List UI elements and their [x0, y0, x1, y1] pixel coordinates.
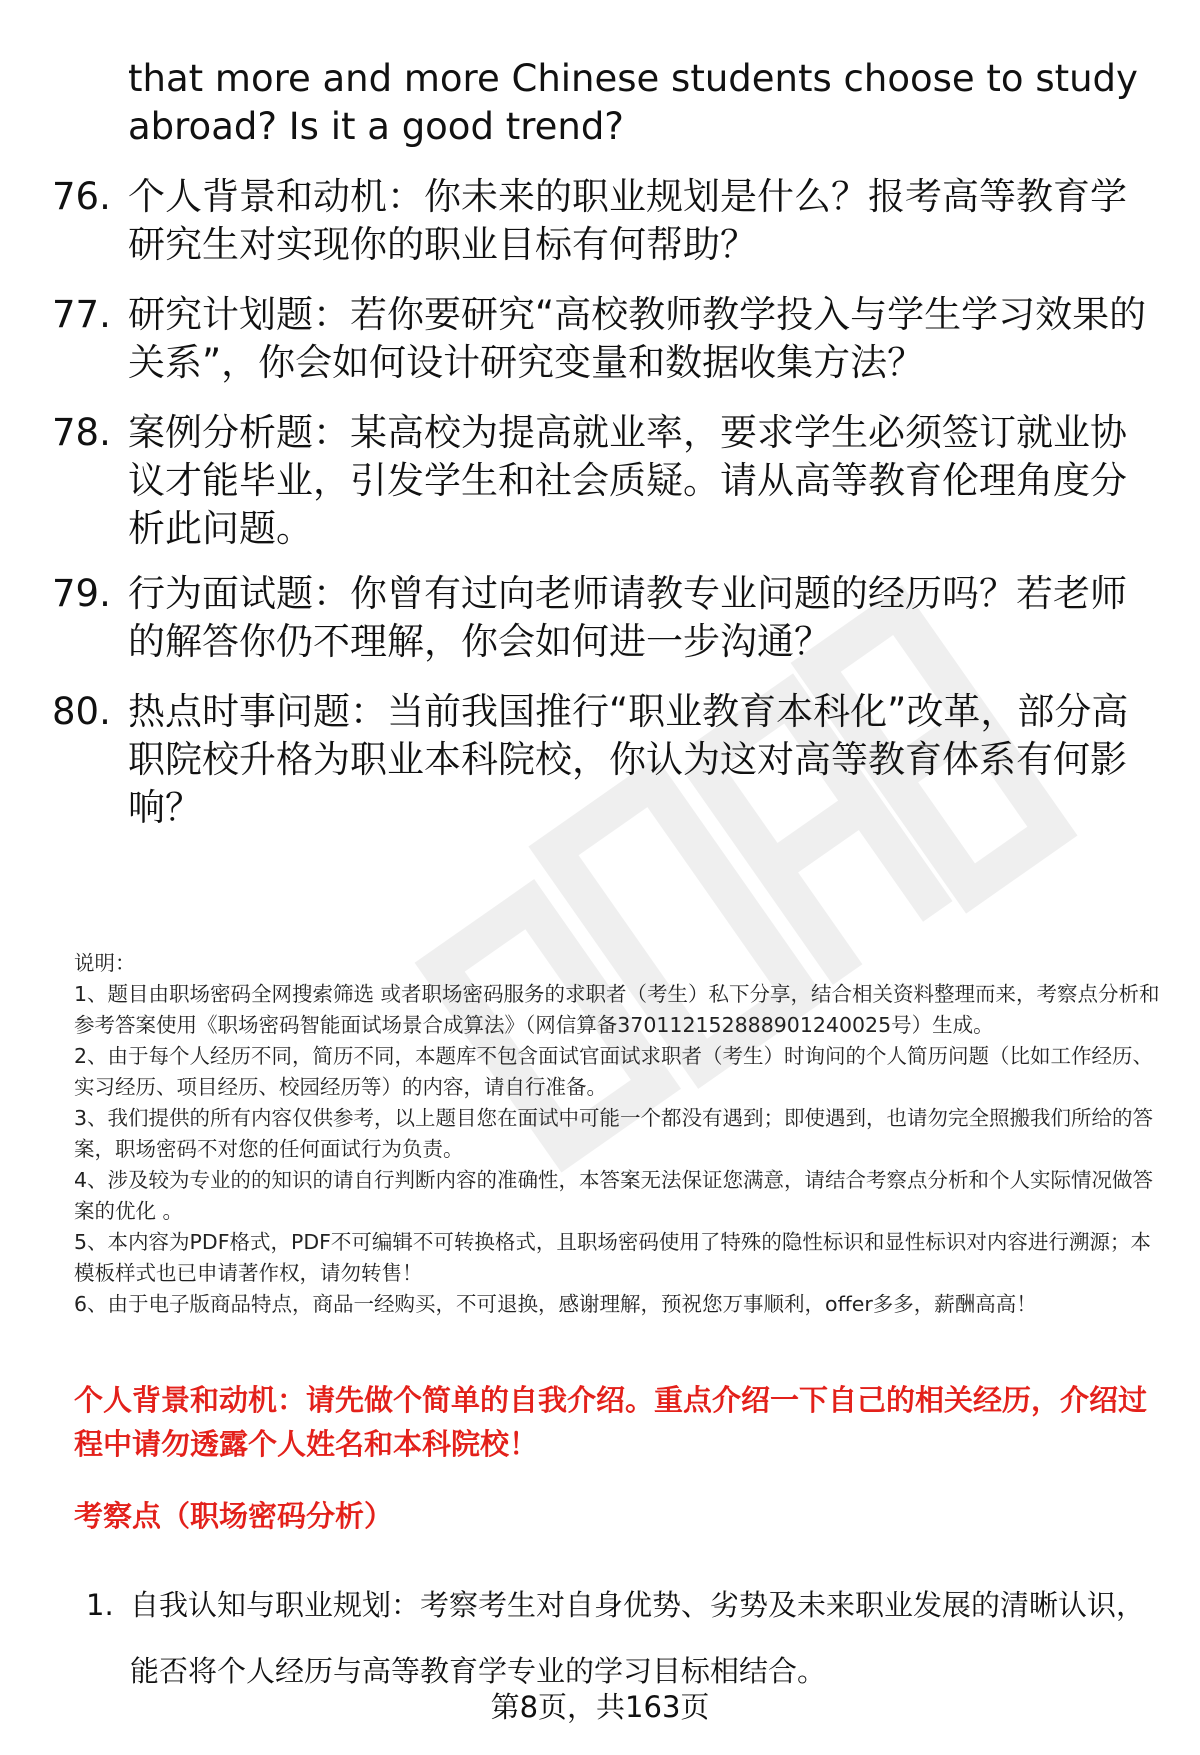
- highlight-question: 个人背景和动机：请先做个简单的自我介绍。重点介绍一下自己的相关经历，介绍过程中请勿透露个人姓名和本科院校！: [74, 1383, 1148, 1461]
- question-text: 行为面试题：你曾有过向老师请教专业问题的经历吗？若老师的解答你仍不理解，你会如何进一步沟通？: [128, 572, 1127, 663]
- notes-title: 说明：: [74, 951, 136, 975]
- question-75-continuation: that more and more Chinese students choose to study abroad? Is it a good trend?: [128, 57, 1138, 148]
- analysis-point: [86, 1572, 1146, 1704]
- note-item: 6、由于电子版商品特点，商品一经购买，不可退换，感谢理解，预祝您万事顺利，offer多多，薪酬高高！: [74, 1292, 1037, 1316]
- note-item: 1、题目由职场密码全网搜索筛选 或者职场密码服务的求职者（考生）私下分享，结合相关资料整理而来，考察点分析和参考答案使用《职场密码智能面试场景合成算法》（网信算备370112152888901240025号）生成。: [74, 982, 1160, 1037]
- question-text: 研究计划题：若你要研究“高校教师教学投入与学生学习效果的关系”，你会如何设计研究变量和数据收集方法？: [128, 293, 1147, 384]
- note-item: 3、我们提供的所有内容仅供参考，以上题目您在面试中可能一个都没有遇到；即使遇到，也请勿完全照搬我们所给的答案，职场密码不对您的任何面试行为负责。: [74, 1106, 1154, 1161]
- analysis-point-number: 1.: [86, 1588, 114, 1622]
- question-80: [52, 688, 1152, 832]
- note-item: 5、本内容为PDF格式，PDF不可编辑不可转换格式，且职场密码使用了特殊的隐性标识和显性标识对内容进行溯源；本模板样式也已申请著作权，请勿转售！: [74, 1230, 1151, 1285]
- note-item: 4、涉及较为专业的的知识的请自行判断内容的准确性，本答案无法保证您满意，请结合考察点分析和个人实际情况做答案的优化 。: [74, 1168, 1154, 1223]
- question-78: [52, 409, 1152, 553]
- question-76: [52, 173, 1152, 269]
- question-number: 77.: [52, 293, 111, 336]
- page-footer: 第8页，共163页: [490, 1690, 710, 1724]
- question-79: [52, 570, 1152, 666]
- notes-section: [74, 948, 1164, 1320]
- question-text: 案例分析题：某高校为提高就业率，要求学生必须签订就业协议才能毕业，引发学生和社会质疑。请从高等教育伦理角度分析此问题。: [128, 411, 1127, 550]
- question-text: 热点时事问题：当前我国推行“职业教育本科化”改革，部分高职院校升格为职业本科院校，你认为这对高等教育体系有何影响？: [128, 690, 1129, 829]
- question-number: 80.: [52, 690, 111, 733]
- question-77: [52, 291, 1152, 387]
- question-number: 78.: [52, 411, 111, 454]
- question-number: 79.: [52, 572, 111, 615]
- question-number: 76.: [52, 175, 111, 218]
- question-text: 个人背景和动机：你未来的职业规划是什么？报考高等教育学研究生对实现你的职业目标有何帮助？: [128, 175, 1127, 266]
- note-item: 2、由于每个人经历不同，简历不同，本题库不包含面试官面试求职者（考生）时询问的个人简历问题（比如工作经历、实习经历、项目经历、校园经历等）的内容，请自行准备。: [74, 1044, 1154, 1099]
- analysis-point-text: 自我认知与职业规划：考察考生对自身优势、劣势及未来职业发展的清晰认识，能否将个人经历与高等教育学专业的学习目标相结合。: [130, 1588, 1146, 1688]
- analysis-heading: 考察点（职场密码分析）: [74, 1499, 394, 1533]
